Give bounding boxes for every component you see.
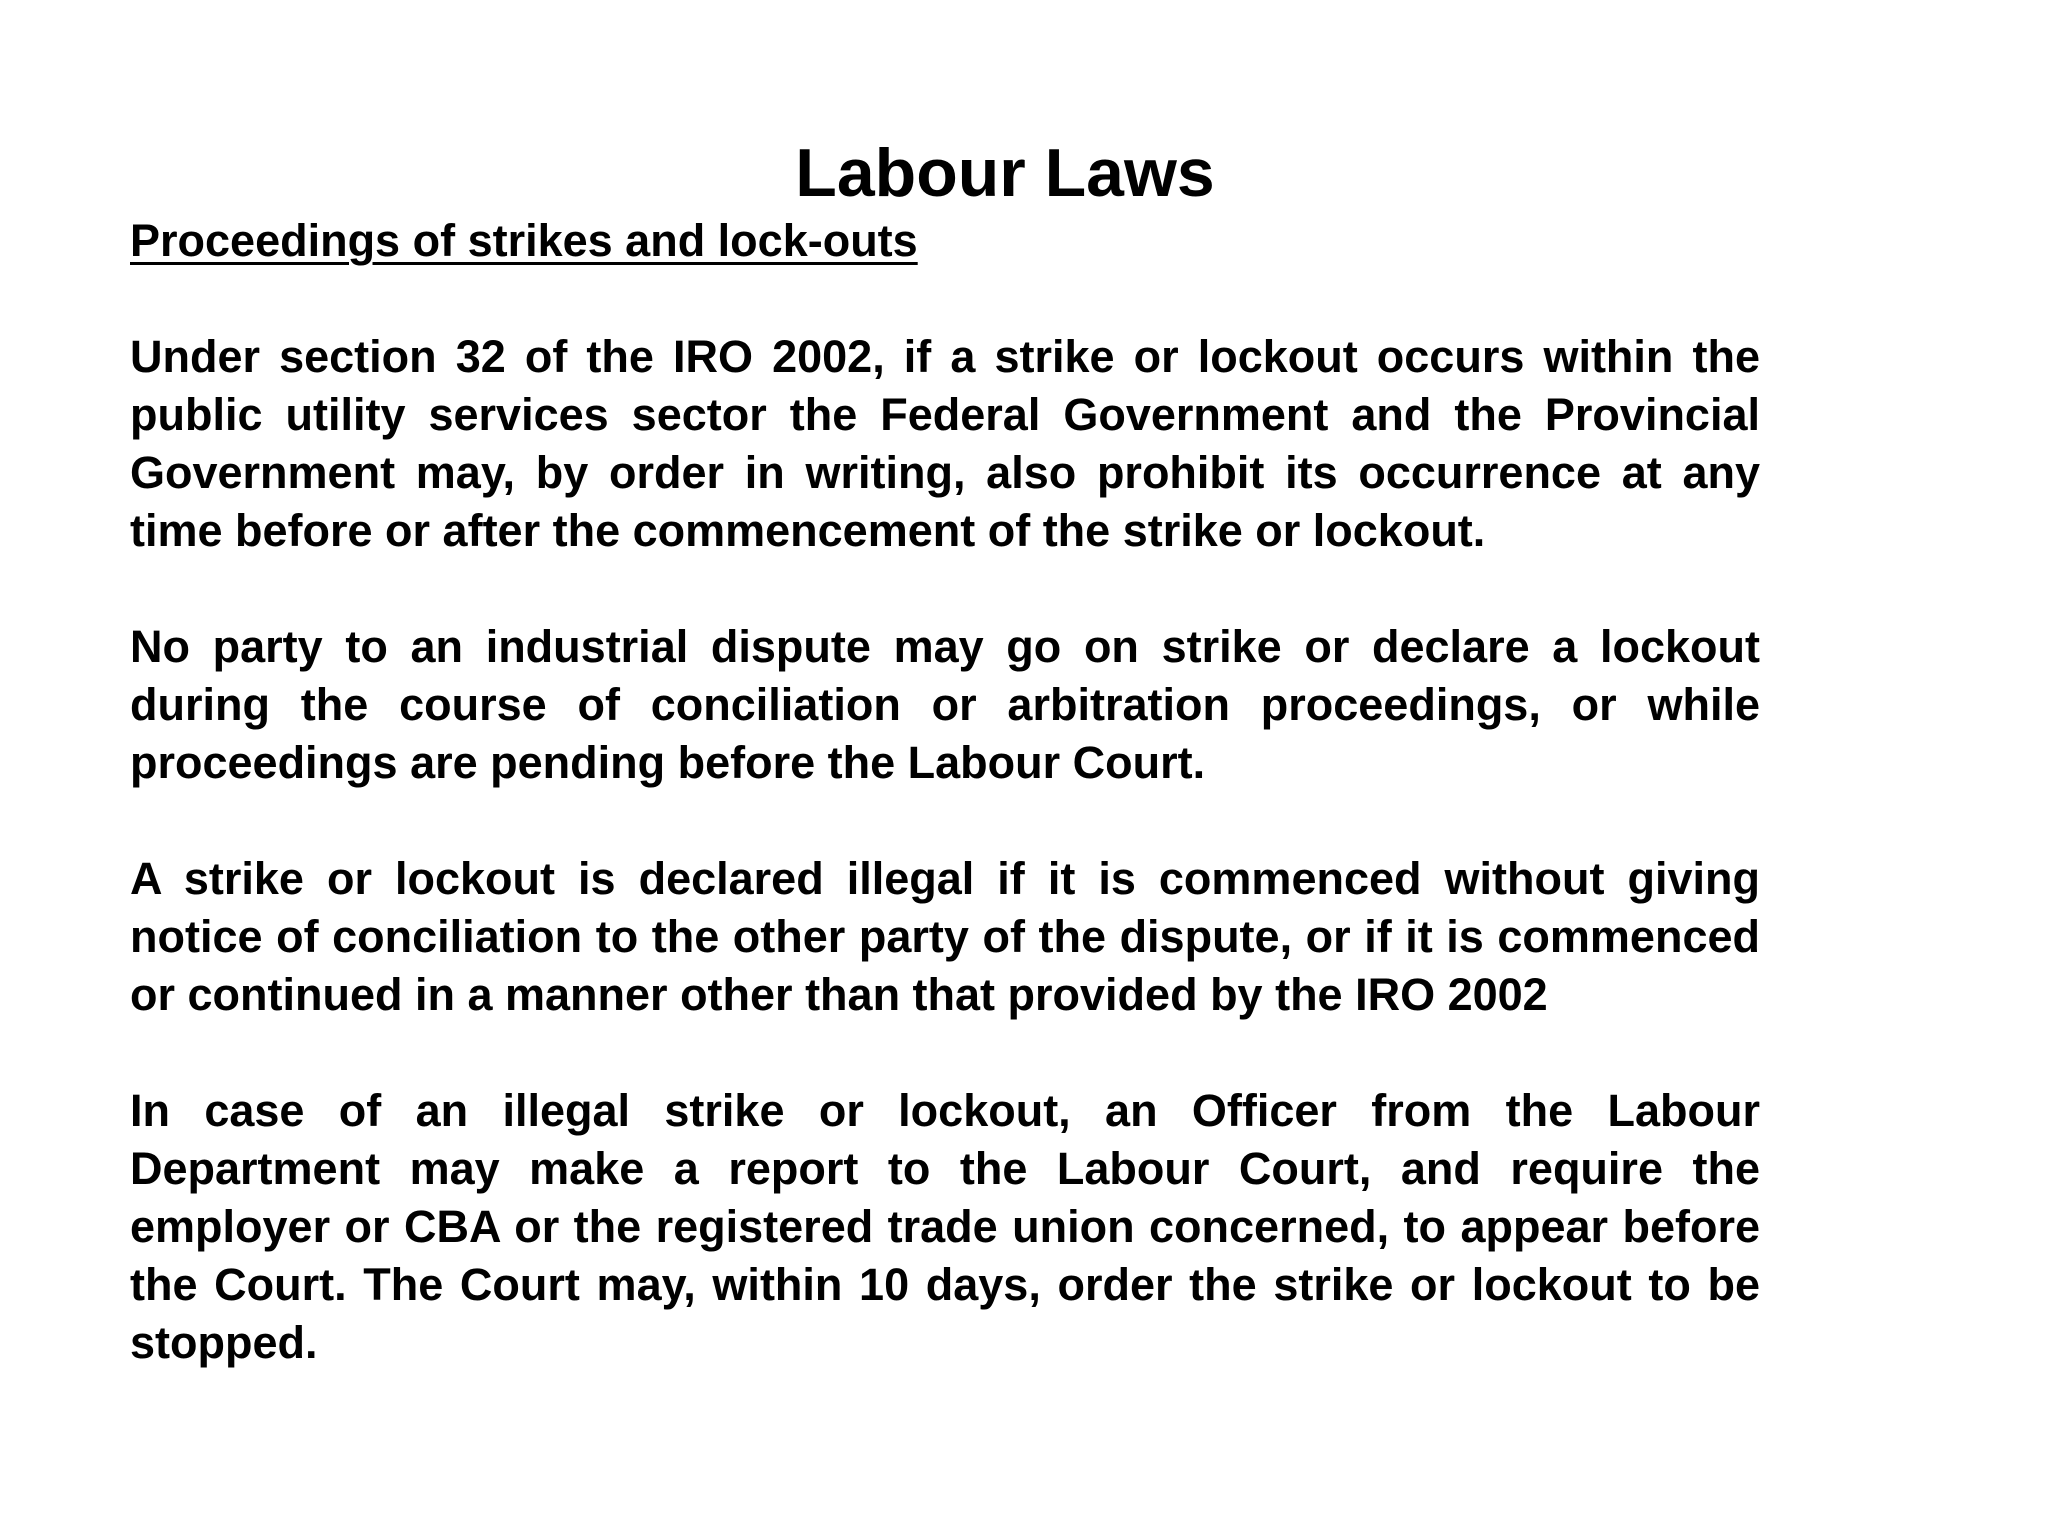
slide-title: Labour Laws — [795, 135, 1215, 211]
slide-content — [130, 212, 1760, 1372]
paragraph-illegal-strike-definition: A strike or lockout is declared illegal if it is commenced without giving notice of conciliation to the other party of the dispute, or if it is commenced or continued in a manner other than that provided by the IRO 2002 — [130, 853, 1760, 1020]
paragraph-section-32: Under section 32 of the IRO 2002, if a strike or lockout occurs within the public utility services sector the Federal Government and the Provincial Government may, by order in writing, also prohibit its occurrence at any time before or after the commencement of the strike or lockout. — [130, 331, 1760, 556]
section-subtitle: Proceedings of strikes and lock-outs — [130, 215, 918, 266]
paragraph-no-strike-during-proceedings: No party to an industrial dispute may go on strike or declare a lockout during the course of conciliation or arbitration proceedings, or while proceedings are pending before the Labour Court. — [130, 621, 1760, 788]
paragraph-illegal-strike-procedure: In case of an illegal strike or lockout, an Officer from the Labour Department may make a report to the Labour Court, and require the employer or CBA or the registered trade union concerned, to appear before the Court. The Court may, within 10 days, order the strike or lockout to be stopped. — [130, 1085, 1760, 1368]
